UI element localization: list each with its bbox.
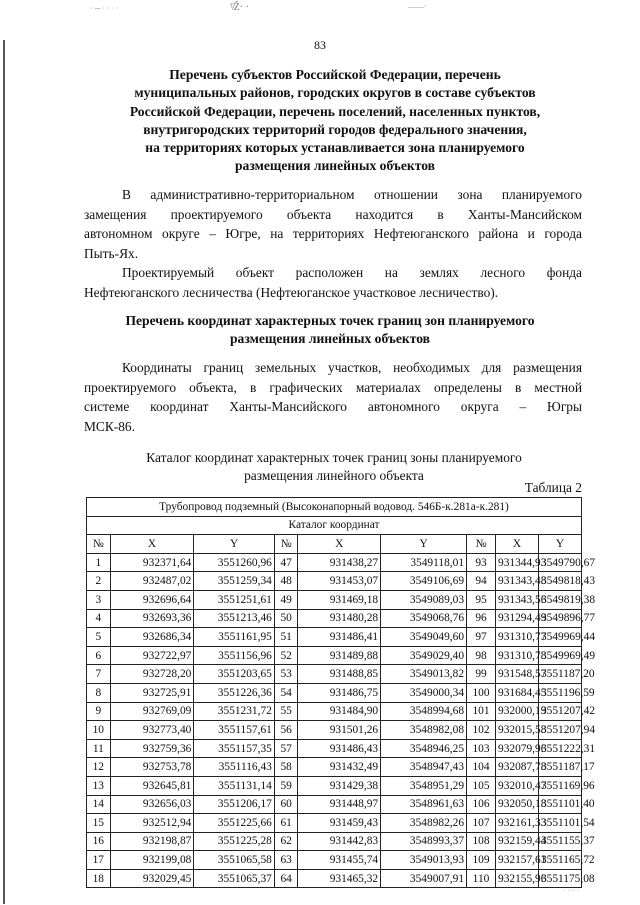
y-coordinate-cell: 3549896,77 (538, 609, 581, 628)
point-number-cell: 7 (87, 665, 111, 684)
point-number-cell: 103 (467, 739, 496, 758)
x-coordinate-cell: 931489,88 (298, 646, 381, 665)
y-coordinate-cell: 3548947,43 (381, 758, 467, 777)
point-number-cell: 50 (274, 609, 298, 628)
section-heading-1 (100, 66, 570, 176)
y-coordinate-cell: 3551231,72 (194, 702, 275, 721)
point-number-cell: 61 (274, 814, 298, 833)
column-header: Y (194, 535, 275, 554)
y-coordinate-cell: 3551155,37 (538, 832, 581, 851)
y-coordinate-cell: 3549013,82 (381, 665, 467, 684)
x-coordinate-cell: 931344,93 (496, 553, 539, 572)
x-coordinate-cell: 931488,85 (298, 665, 381, 684)
point-number-cell: 62 (274, 832, 298, 851)
table-row (87, 832, 582, 851)
point-number-cell: 16 (87, 832, 111, 851)
x-coordinate-cell: 931684,45 (496, 683, 539, 702)
x-coordinate-cell: 932199,08 (110, 851, 194, 870)
x-coordinate-cell: 931486,41 (298, 628, 381, 647)
x-coordinate-cell: 932773,40 (110, 721, 194, 740)
y-coordinate-cell: 3549013,93 (381, 851, 467, 870)
y-coordinate-cell: 3551157,61 (194, 721, 275, 740)
y-coordinate-cell: 3548982,26 (381, 814, 467, 833)
point-number-cell: 95 (467, 590, 496, 609)
table-object-title: Трубопровод подземный (Высоконапорный водовод. 546Б-к.281а-к.281) (87, 498, 582, 517)
x-coordinate-cell: 932371,64 (110, 553, 194, 572)
column-header: № (274, 535, 298, 554)
point-number-cell: 56 (274, 721, 298, 740)
y-coordinate-cell: 3549007,91 (381, 869, 467, 888)
table-row (87, 776, 582, 795)
point-number-cell: 100 (467, 683, 496, 702)
y-coordinate-cell: 3549118,01 (381, 553, 467, 572)
y-coordinate-cell: 3551116,43 (194, 758, 275, 777)
x-coordinate-cell: 931310,77 (496, 628, 539, 647)
y-coordinate-cell: 3551213,46 (194, 609, 275, 628)
x-coordinate-cell: 931459,43 (298, 814, 381, 833)
x-coordinate-cell: 932693,36 (110, 609, 194, 628)
column-header: X (496, 535, 539, 554)
point-number-cell: 8 (87, 683, 111, 702)
paragraph-line: Нефтеюганского лесничества (Нефтеюганское участковое лесничество). (84, 284, 499, 300)
column-header: X (298, 535, 381, 554)
x-coordinate-cell: 932487,02 (110, 572, 194, 591)
x-coordinate-cell: 932010,47 (496, 776, 539, 795)
x-coordinate-cell: 931429,38 (298, 776, 381, 795)
x-coordinate-cell: 931465,32 (298, 869, 381, 888)
point-number-cell: 105 (467, 776, 496, 795)
page-number: 83 (314, 38, 326, 52)
y-coordinate-cell: 3551187,20 (538, 665, 581, 684)
y-coordinate-cell: 3548951,29 (381, 776, 467, 795)
y-coordinate-cell: 3551065,58 (194, 851, 275, 870)
y-coordinate-cell: 3549000,34 (381, 683, 467, 702)
x-coordinate-cell: 931310,78 (496, 646, 539, 665)
point-number-cell: 97 (467, 628, 496, 647)
heading-1-line: внутригородских территорий городов федерального значения, (143, 121, 527, 137)
y-coordinate-cell: 3551207,42 (538, 702, 581, 721)
point-number-cell: 54 (274, 683, 298, 702)
table-row (87, 590, 582, 609)
caption-line: размещения линейного объекта (244, 468, 424, 483)
table-row (87, 665, 582, 684)
x-coordinate-cell: 932198,87 (110, 832, 194, 851)
point-number-cell: 99 (467, 665, 496, 684)
x-coordinate-cell: 931486,43 (298, 739, 381, 758)
point-number-cell: 101 (467, 702, 496, 721)
paragraph-location (84, 185, 582, 263)
y-coordinate-cell: 3551196,59 (538, 683, 581, 702)
coordinates-table (86, 497, 596, 888)
column-header: Y (381, 535, 467, 554)
y-coordinate-cell: 3551225,28 (194, 832, 275, 851)
y-coordinate-cell: 3549969,49 (538, 646, 581, 665)
x-coordinate-cell: 932759,36 (110, 739, 194, 758)
point-number-cell: 11 (87, 739, 111, 758)
x-coordinate-cell: 931453,07 (298, 572, 381, 591)
y-coordinate-cell: 3549089,03 (381, 590, 467, 609)
y-coordinate-cell: 3549029,40 (381, 646, 467, 665)
table-row (87, 572, 582, 591)
table-row (87, 628, 582, 647)
y-coordinate-cell: 3551203,65 (194, 665, 275, 684)
y-coordinate-cell: 3551131,14 (194, 776, 275, 795)
y-coordinate-cell: 3551251,61 (194, 590, 275, 609)
point-number-cell: 58 (274, 758, 298, 777)
x-coordinate-cell: 931501,26 (298, 721, 381, 740)
y-coordinate-cell: 3549068,76 (381, 609, 467, 628)
column-header: X (110, 535, 194, 554)
paragraph-line: системе координат Ханты-Мансийского автономного округа – Югры (84, 399, 582, 415)
heading-1-line: размещения линейных объектов (235, 158, 435, 174)
paragraph-line: замещения проектируемого объекта находится в Ханты-Мансийском (84, 206, 582, 222)
x-coordinate-cell: 932725,91 (110, 683, 194, 702)
x-coordinate-cell: 931442,83 (298, 832, 381, 851)
x-coordinate-cell: 931448,97 (298, 795, 381, 814)
point-number-cell: 6 (87, 646, 111, 665)
point-number-cell: 3 (87, 590, 111, 609)
point-number-cell: 104 (467, 758, 496, 777)
point-number-cell: 2 (87, 572, 111, 591)
point-number-cell: 55 (274, 702, 298, 721)
column-header: № (87, 535, 111, 554)
x-coordinate-cell: 932645,81 (110, 776, 194, 795)
x-coordinate-cell: 931455,74 (298, 851, 381, 870)
x-coordinate-cell: 931438,27 (298, 553, 381, 572)
x-coordinate-cell: 932029,45 (110, 869, 194, 888)
x-coordinate-cell: 932656,03 (110, 795, 194, 814)
paragraph-line: Координаты границ земельных участков, необходимых для размещения (122, 360, 582, 375)
table-row (87, 683, 582, 702)
y-coordinate-cell: 3551161,95 (194, 628, 275, 647)
point-number-cell: 10 (87, 721, 111, 740)
y-coordinate-cell: 3551169,96 (538, 776, 581, 795)
x-coordinate-cell: 932161,33 (496, 814, 539, 833)
y-coordinate-cell: 3549049,60 (381, 628, 467, 647)
paragraph-line: Проектируемый объект расположен на землях лесного фонда (122, 265, 582, 280)
point-number-cell: 93 (467, 553, 496, 572)
table-label: Таблица 2 (524, 480, 582, 495)
y-coordinate-cell: 3551206,17 (194, 795, 275, 814)
paragraph-line: Пыть-Ях. (84, 245, 139, 261)
point-number-cell: 52 (274, 646, 298, 665)
x-coordinate-cell: 932015,58 (496, 721, 539, 740)
y-coordinate-cell: 3548993,37 (381, 832, 467, 851)
heading-1-line: на территориях которых устанавливается зона планируемого (145, 140, 525, 156)
point-number-cell: 13 (87, 776, 111, 795)
column-header: Y (538, 535, 581, 554)
x-coordinate-cell: 932722,97 (110, 646, 194, 665)
x-coordinate-cell: 931480,28 (298, 609, 381, 628)
y-coordinate-cell: 3551156,96 (194, 646, 275, 665)
x-coordinate-cell: 932000,19 (496, 702, 539, 721)
point-number-cell: 5 (87, 628, 111, 647)
y-coordinate-cell: 3551157,35 (194, 739, 275, 758)
y-coordinate-cell: 3548994,68 (381, 702, 467, 721)
x-coordinate-cell: 932769,09 (110, 702, 194, 721)
y-coordinate-cell: 3549790,67 (538, 553, 581, 572)
point-number-cell: 110 (467, 869, 496, 888)
point-number-cell: 107 (467, 814, 496, 833)
y-coordinate-cell: 3551207,94 (538, 721, 581, 740)
y-coordinate-cell: 3551222,31 (538, 739, 581, 758)
point-number-cell: 60 (274, 795, 298, 814)
point-number-cell: 59 (274, 776, 298, 795)
y-coordinate-cell: 3549969,44 (538, 628, 581, 647)
x-coordinate-cell: 931486,75 (298, 683, 381, 702)
paragraph-coordinates (84, 358, 582, 436)
x-coordinate-cell: 931469,18 (298, 590, 381, 609)
scan-edge-line (3, 40, 5, 904)
y-coordinate-cell: 3551225,66 (194, 814, 275, 833)
paragraph-line: В административно-территориальном отношении зона планируемого (122, 187, 582, 202)
x-coordinate-cell: 931343,56 (496, 590, 539, 609)
point-number-cell: 106 (467, 795, 496, 814)
table-row (87, 851, 582, 870)
table-catalog-title: Каталог координат (87, 516, 582, 535)
y-coordinate-cell: 3549106,69 (381, 572, 467, 591)
point-number-cell: 14 (87, 795, 111, 814)
point-number-cell: 47 (274, 553, 298, 572)
point-number-cell: 18 (87, 869, 111, 888)
table-row (87, 739, 582, 758)
paragraph-forestry (84, 263, 582, 302)
point-number-cell: 12 (87, 758, 111, 777)
section-heading-2 (95, 312, 565, 349)
x-coordinate-cell: 932157,61 (496, 851, 539, 870)
y-coordinate-cell: 3548946,25 (381, 739, 467, 758)
x-coordinate-cell: 931548,57 (496, 665, 539, 684)
heading-1-line: муниципальных районов, городских округов в составе субъектов (134, 85, 536, 101)
y-coordinate-cell: 3551187,17 (538, 758, 581, 777)
paragraph-line: автономном округе – Югре, на территориях Нефтеюганского района и города (84, 226, 582, 242)
table-row (87, 702, 582, 721)
point-number-cell: 17 (87, 851, 111, 870)
table-row (87, 609, 582, 628)
x-coordinate-cell: 932087,78 (496, 758, 539, 777)
y-coordinate-cell: 3551259,34 (194, 572, 275, 591)
heading-2-line: Перечень координат характерных точек границ зон планируемого (125, 313, 535, 328)
y-coordinate-cell: 3551165,72 (538, 851, 581, 870)
table-row (87, 814, 582, 833)
x-coordinate-cell: 931294,49 (496, 609, 539, 628)
table-row (87, 553, 582, 572)
y-coordinate-cell: 3548961,63 (381, 795, 467, 814)
point-number-cell: 1 (87, 553, 111, 572)
point-number-cell: 9 (87, 702, 111, 721)
y-coordinate-cell: 3549818,43 (538, 572, 581, 591)
table-caption (84, 449, 584, 485)
y-coordinate-cell: 3551101,54 (538, 814, 581, 833)
x-coordinate-cell: 932050,18 (496, 795, 539, 814)
table-row (87, 795, 582, 814)
point-number-cell: 108 (467, 832, 496, 851)
table-body (87, 553, 596, 888)
x-coordinate-cell: 932728,20 (110, 665, 194, 684)
heading-1-line: Российской Федерации, перечень поселений, населенных пунктов, (129, 103, 541, 119)
table-row (87, 869, 582, 888)
point-number-cell: 49 (274, 590, 298, 609)
y-coordinate-cell: 3551226,36 (194, 683, 275, 702)
x-coordinate-cell: 932079,96 (496, 739, 539, 758)
point-number-cell: 94 (467, 572, 496, 591)
x-coordinate-cell: 931484,90 (298, 702, 381, 721)
x-coordinate-cell: 932686,34 (110, 628, 194, 647)
heading-2-line: размещения линейных объектов (230, 331, 430, 347)
point-number-cell: 15 (87, 814, 111, 833)
column-header: № (467, 535, 496, 554)
point-number-cell: 51 (274, 628, 298, 647)
x-coordinate-cell: 931343,48 (496, 572, 539, 591)
point-number-cell: 102 (467, 721, 496, 740)
point-number-cell: 98 (467, 646, 496, 665)
y-coordinate-cell: 3549819,38 (538, 590, 581, 609)
point-number-cell: 53 (274, 665, 298, 684)
y-coordinate-cell: 3551260,96 (194, 553, 275, 572)
point-number-cell: 96 (467, 609, 496, 628)
paragraph-line: проектируемого объекта, в графических материалах определены в местной (84, 379, 582, 395)
y-coordinate-cell: 3551175,08 (538, 869, 581, 888)
caption-line: Каталог координат характерных точек границ зоны планируемого (146, 450, 522, 465)
scan-noise-top-left: · ─ · · · · (90, 4, 119, 13)
x-coordinate-cell: 932753,78 (110, 758, 194, 777)
point-number-cell: 48 (274, 572, 298, 591)
point-number-cell: 63 (274, 851, 298, 870)
table-header-row (87, 535, 582, 554)
point-number-cell: 64 (274, 869, 298, 888)
point-number-cell: 57 (274, 739, 298, 758)
scan-noise-top-mid: ᵀ̸Ẑ· · (230, 2, 249, 13)
point-number-cell: 4 (87, 609, 111, 628)
scan-noise-top-right: ——· (408, 2, 427, 11)
x-coordinate-cell: 932696,64 (110, 590, 194, 609)
x-coordinate-cell: 932159,44 (496, 832, 539, 851)
table-row (87, 646, 582, 665)
x-coordinate-cell: 932512,94 (110, 814, 194, 833)
point-number-cell: 109 (467, 851, 496, 870)
table-row (87, 758, 582, 777)
paragraph-line: МСК-86. (84, 418, 135, 434)
y-coordinate-cell: 3548982,08 (381, 721, 467, 740)
heading-1-line: Перечень субъектов Российской Федерации, перечень (169, 67, 501, 82)
table-row (87, 721, 582, 740)
x-coordinate-cell: 932155,96 (496, 869, 539, 888)
scan-noise-bottom: · ··· · (562, 886, 580, 895)
y-coordinate-cell: 3551101,40 (538, 795, 581, 814)
y-coordinate-cell: 3551065,37 (194, 869, 275, 888)
x-coordinate-cell: 931432,49 (298, 758, 381, 777)
